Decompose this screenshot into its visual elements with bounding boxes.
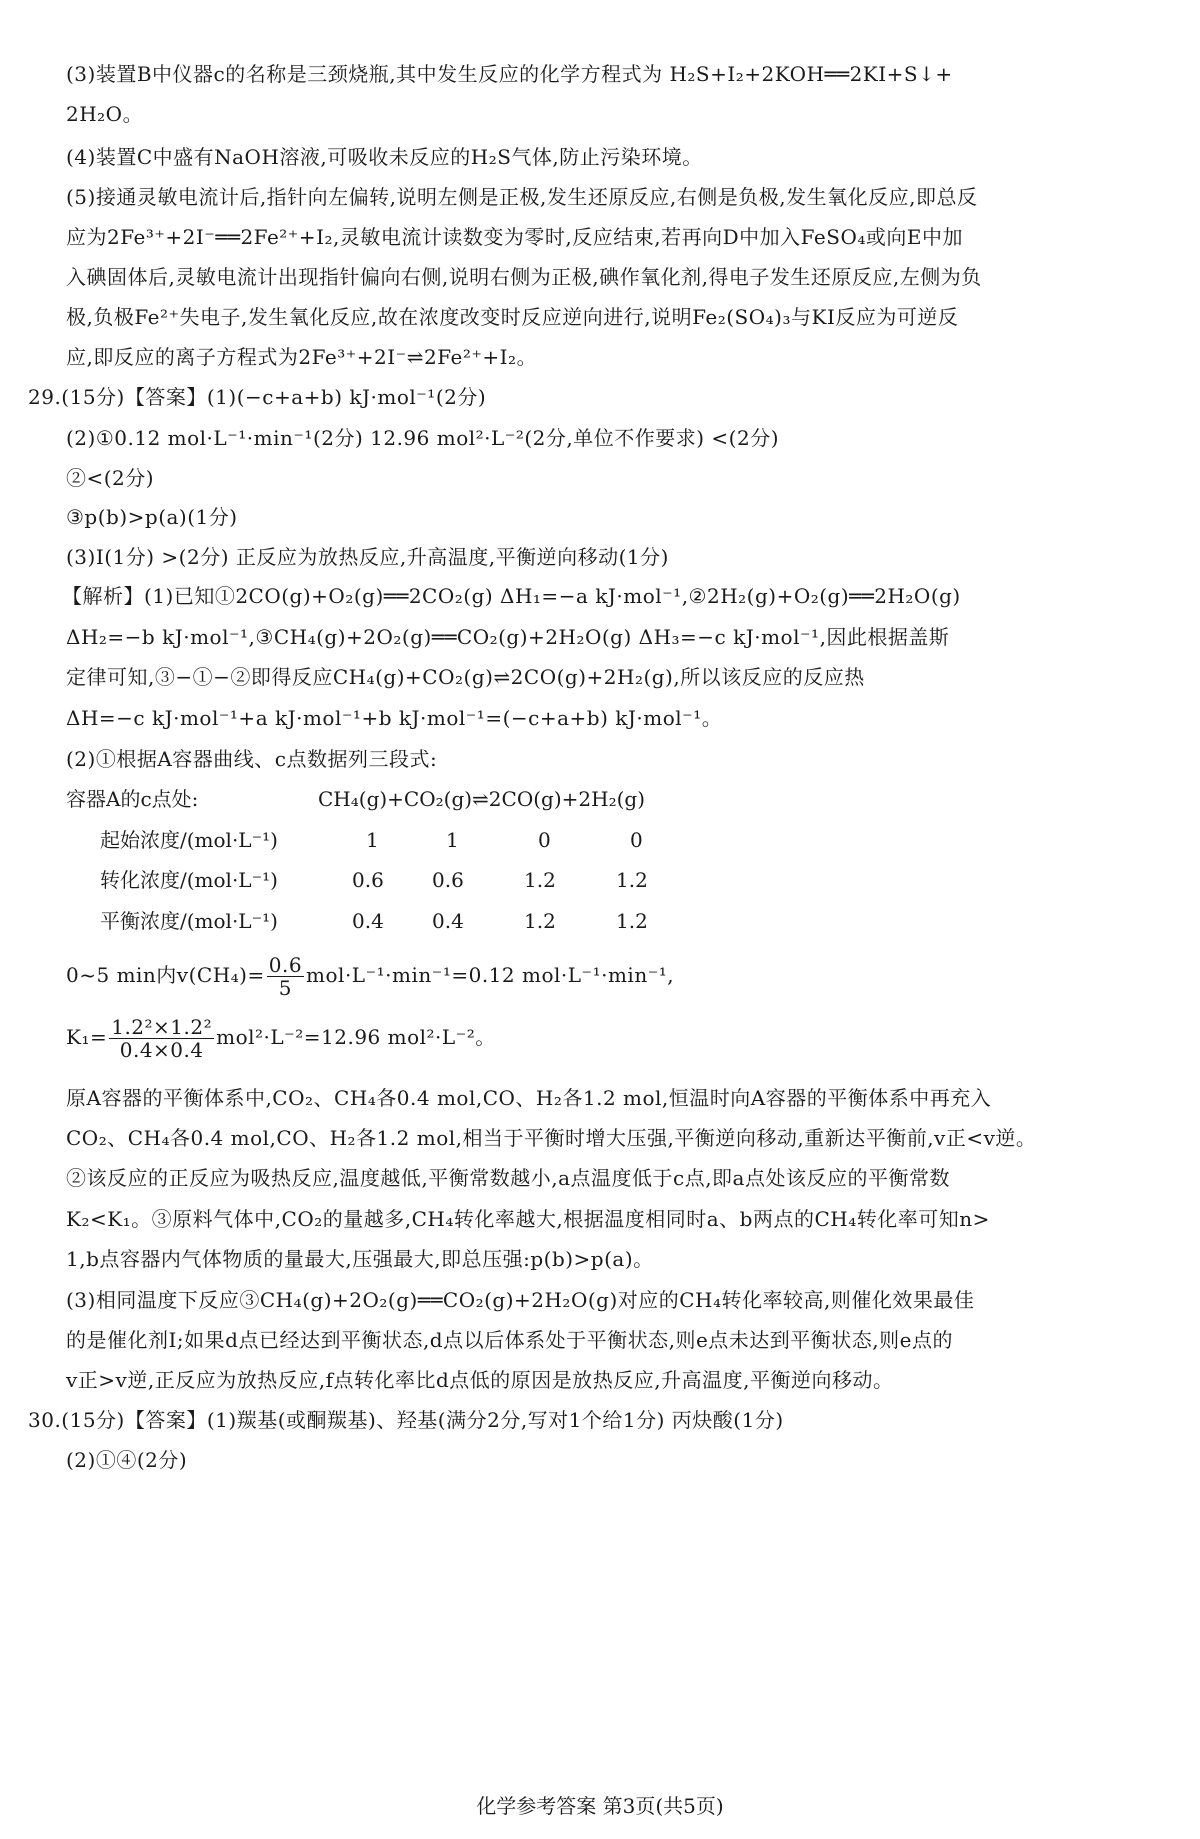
table-cell: 1.2 xyxy=(524,909,556,933)
table-cell: 1.2 xyxy=(616,909,648,933)
table-cell: 1.2 xyxy=(616,868,648,892)
text-line: v正>v逆,正反应为放热反应,f点转化率比d点低的原因是放热反应,升高温度,平衡逆向移动。 xyxy=(66,1368,894,1392)
fraction-numerator: 0.6 xyxy=(268,953,303,977)
text-line: (2)①根据A容器曲线、c点数据列三段式: xyxy=(66,747,438,771)
analysis-line: 【解析】(1)已知①2CO(g)+O₂(g)══2CO₂(g) ΔH₁=−a kJ·mol⁻¹,②2H₂(g)+O₂(g)══2H₂O(g) xyxy=(62,584,961,608)
table-cell: 1.2 xyxy=(524,868,556,892)
k-fraction xyxy=(109,1016,214,1061)
rate-formula xyxy=(66,950,674,1000)
text-line: ΔH=−c kJ·mol⁻¹+a kJ·mol⁻¹+b kJ·mol⁻¹=(−c+a+b) kJ·mol⁻¹。 xyxy=(66,706,723,730)
text-line: 极,负极Fe²⁺失电子,发生氧化反应,故在浓度改变时反应逆向进行,说明Fe₂(SO₄)₃与KI反应为可逆反 xyxy=(66,305,959,329)
text-line: 原A容器的平衡体系中,CO₂、CH₄各0.4 mol,CO、H₂各1.2 mol,恒温时向A容器的平衡体系中再充入 xyxy=(66,1086,992,1110)
text-line: (3)装置B中仪器c的名称是三颈烧瓶,其中发生反应的化学方程式为 H₂S+I₂+2KOH══2KI+S↓+ xyxy=(66,62,953,86)
table-cell: 1 xyxy=(446,828,459,852)
text-line: (2)①④(2分) xyxy=(66,1448,188,1472)
text-line: ③p(b)>p(a)(1分) xyxy=(66,505,238,529)
text-line: (4)装置C中盛有NaOH溶液,可吸收未反应的H₂S气体,防止污染环境。 xyxy=(66,145,703,169)
text-line: ②<(2分) xyxy=(66,466,155,490)
table-cell: 0.6 xyxy=(432,868,464,892)
fraction-numerator: 1.2²×1.2² xyxy=(111,1015,213,1039)
fraction-denominator: 5 xyxy=(278,976,292,1000)
table-row-label: 平衡浓度/(mol·L⁻¹) xyxy=(100,909,278,933)
table-cell: 0.4 xyxy=(352,909,384,933)
table-cell: 0.6 xyxy=(352,868,384,892)
text-line: 应为2Fe³⁺+2I⁻══2Fe²⁺+I₂,灵敏电流计读数变为零时,反应结束,若再向D中加入FeSO₄或向E中加 xyxy=(66,225,963,249)
text-line: 的是催化剂Ⅰ;如果d点已经达到平衡状态,d点以后体系处于平衡状态,则e点未达到平衡状态,则e点的 xyxy=(66,1328,953,1352)
text-line: 定律可知,③−①−②即得反应CH₄(g)+CO₂(g)⇌2CO(g)+2H₂(g),所以该反应的反应热 xyxy=(66,665,865,689)
page-footer: 化学参考答案 第3页(共5页) xyxy=(476,1794,724,1818)
text-line: CO₂、CH₄各0.4 mol,CO、H₂各1.2 mol,相当于平衡时增大压强,平衡逆向移动,重新达平衡前,v正<v逆。 xyxy=(66,1126,1037,1150)
question-30-heading: 30.(15分)【答案】(1)羰基(或酮羰基)、羟基(满分2分,写对1个给1分) 丙炔酸(1分) xyxy=(28,1408,784,1432)
formula-text: K₁= xyxy=(66,1025,108,1049)
table-cell: 0.4 xyxy=(432,909,464,933)
table-cell: 0 xyxy=(538,828,551,852)
text-line: 2H₂O。 xyxy=(66,102,144,126)
table-row-label: 起始浓度/(mol·L⁻¹) xyxy=(100,828,278,852)
text-line: (2)①0.12 mol·L⁻¹·min⁻¹(2分) 12.96 mol²·L⁻²(2分,单位不作要求) <(2分) xyxy=(66,426,780,450)
formula-text: mol·L⁻¹·min⁻¹=0.12 mol·L⁻¹·min⁻¹, xyxy=(306,963,675,987)
text-line: 应,即反应的离子方程式为2Fe³⁺+2I⁻⇌2Fe²⁺+I₂。 xyxy=(66,345,538,369)
formula-text: 0~5 min内v(CH₄)= xyxy=(66,963,265,987)
text-line: ②该反应的正反应为吸热反应,温度越低,平衡常数越小,a点温度低于c点,即a点处该反应的平衡常数 xyxy=(66,1166,950,1190)
table-cell: 0 xyxy=(630,828,643,852)
text-line: 入碘固体后,灵敏电流计出现指针偏向右侧,说明右侧为正极,碘作氧化剂,得电子发生还原反应,左侧为负 xyxy=(66,265,982,289)
text-line: (3)相同温度下反应③CH₄(g)+2O₂(g)══CO₂(g)+2H₂O(g)对应的CH₄转化率较高,则催化效果最佳 xyxy=(66,1288,975,1312)
text-line: 1,b点容器内气体物质的量最大,压强最大,即总压强:p(b)>p(a)。 xyxy=(66,1247,654,1271)
k-formula xyxy=(66,1012,496,1062)
question-29-heading: 29.(15分)【答案】(1)(−c+a+b) kJ·mol⁻¹(2分) xyxy=(28,385,487,409)
table-cell: 1 xyxy=(366,828,379,852)
table-row-label: 转化浓度/(mol·L⁻¹) xyxy=(100,868,278,892)
rate-fraction xyxy=(267,954,304,999)
fraction-denominator: 0.4×0.4 xyxy=(119,1038,204,1062)
table-title: 容器A的c点处: xyxy=(66,787,199,811)
text-line: ΔH₂=−b kJ·mol⁻¹,③CH₄(g)+2O₂(g)══CO₂(g)+2H₂O(g) ΔH₃=−c kJ·mol⁻¹,因此根据盖斯 xyxy=(66,625,950,649)
text-line: (5)接通灵敏电流计后,指针向左偏转,说明左侧是正极,发生还原反应,右侧是负极,发生氧化反应,即总反 xyxy=(66,185,978,209)
text-line: K₂<K₁。③原料气体中,CO₂的量越多,CH₄转化率越大,根据温度相同时a、b两点的CH₄转化率可知n> xyxy=(66,1207,990,1231)
text-line: (3)Ⅰ(1分) >(2分) 正反应为放热反应,升高温度,平衡逆向移动(1分) xyxy=(66,545,669,569)
table-equation: CH₄(g)+CO₂(g)⇌2CO(g)+2H₂(g) xyxy=(318,787,645,811)
formula-text: mol²·L⁻²=12.96 mol²·L⁻²。 xyxy=(216,1025,496,1049)
